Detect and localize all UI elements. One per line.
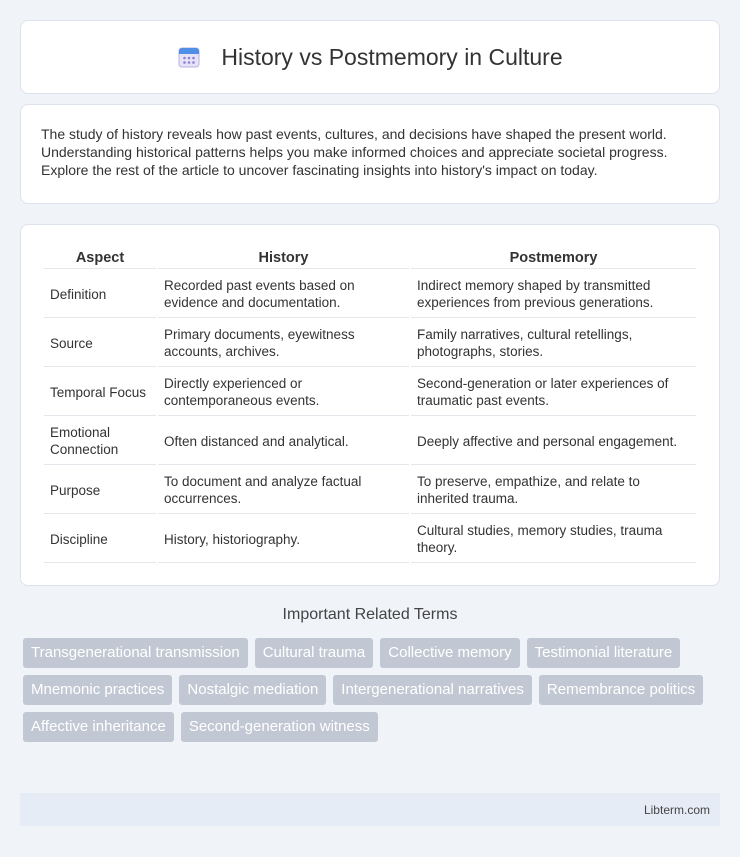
- table-cell-history: Directly experienced or contemporaneous events.: [158, 369, 409, 416]
- intro-text: The study of history reveals how past events, cultures, and decisions have shaped the present world. Understanding historical patterns helps you make informed choices and appreciate societal progress. Explore the rest of the article to uncover fascinating insights into history's impact on today.: [41, 126, 668, 178]
- table-cell-history: To document and analyze factual occurrences.: [158, 467, 409, 514]
- term-tag[interactable]: Cultural trauma: [255, 638, 374, 668]
- page-title: History vs Postmemory in Culture: [221, 43, 563, 70]
- term-tag[interactable]: Affective inheritance: [23, 712, 174, 742]
- table-cell-history: History, historiography.: [158, 516, 409, 563]
- table-cell-postmemory: Deeply affective and personal engagement.: [411, 418, 696, 465]
- related-terms-list: [23, 638, 713, 749]
- column-header-aspect: Aspect: [44, 247, 156, 269]
- table-header-row: [44, 247, 696, 269]
- term-tag[interactable]: Mnemonic practices: [23, 675, 172, 705]
- table-row: [44, 467, 696, 514]
- table-cell-history: Primary documents, eyewitness accounts, archives.: [158, 320, 409, 367]
- table-cell-history: Recorded past events based on evidence and documentation.: [158, 271, 409, 318]
- column-header-history: History: [158, 247, 409, 269]
- term-tag[interactable]: Second-generation witness: [181, 712, 378, 742]
- term-tag[interactable]: Nostalgic mediation: [179, 675, 326, 705]
- table-cell-aspect: Purpose: [44, 467, 156, 514]
- term-tag[interactable]: Collective memory: [380, 638, 519, 668]
- term-tag[interactable]: Testimonial literature: [527, 638, 681, 668]
- table-cell-aspect: Emotional Connection: [44, 418, 156, 465]
- term-tag[interactable]: Remembrance politics: [539, 675, 703, 705]
- term-tag[interactable]: Transgenerational transmission: [23, 638, 248, 668]
- table-row: [44, 516, 696, 563]
- term-tag[interactable]: Intergenerational narratives: [333, 675, 532, 705]
- comparison-table: [42, 245, 698, 565]
- table-cell-postmemory: Cultural studies, memory studies, trauma theory.: [411, 516, 696, 563]
- calendar-icon: [177, 45, 201, 69]
- table-row: [44, 271, 696, 318]
- header-card: [20, 20, 720, 94]
- column-header-postmemory: Postmemory: [411, 247, 696, 269]
- footer: [20, 793, 720, 826]
- related-terms-title: Important Related Terms: [282, 606, 458, 623]
- table-row: [44, 418, 696, 465]
- intro-card: [20, 104, 720, 204]
- table-cell-postmemory: Family narratives, cultural retellings, photographs, stories.: [411, 320, 696, 367]
- table-cell-aspect: Temporal Focus: [44, 369, 156, 416]
- comparison-table-card: [20, 224, 720, 586]
- table-cell-aspect: Definition: [44, 271, 156, 318]
- table-row: [44, 369, 696, 416]
- footer-site-link[interactable]: Libterm.com: [643, 802, 710, 817]
- table-cell-postmemory: Second-generation or later experiences of traumatic past events.: [411, 369, 696, 416]
- table-cell-history: Often distanced and analytical.: [158, 418, 409, 465]
- table-row: [44, 320, 696, 367]
- table-cell-aspect: Source: [44, 320, 156, 367]
- table-cell-postmemory: To preserve, empathize, and relate to inherited trauma.: [411, 467, 696, 514]
- table-cell-aspect: Discipline: [44, 516, 156, 563]
- table-cell-postmemory: Indirect memory shaped by transmitted experiences from previous generations.: [411, 271, 696, 318]
